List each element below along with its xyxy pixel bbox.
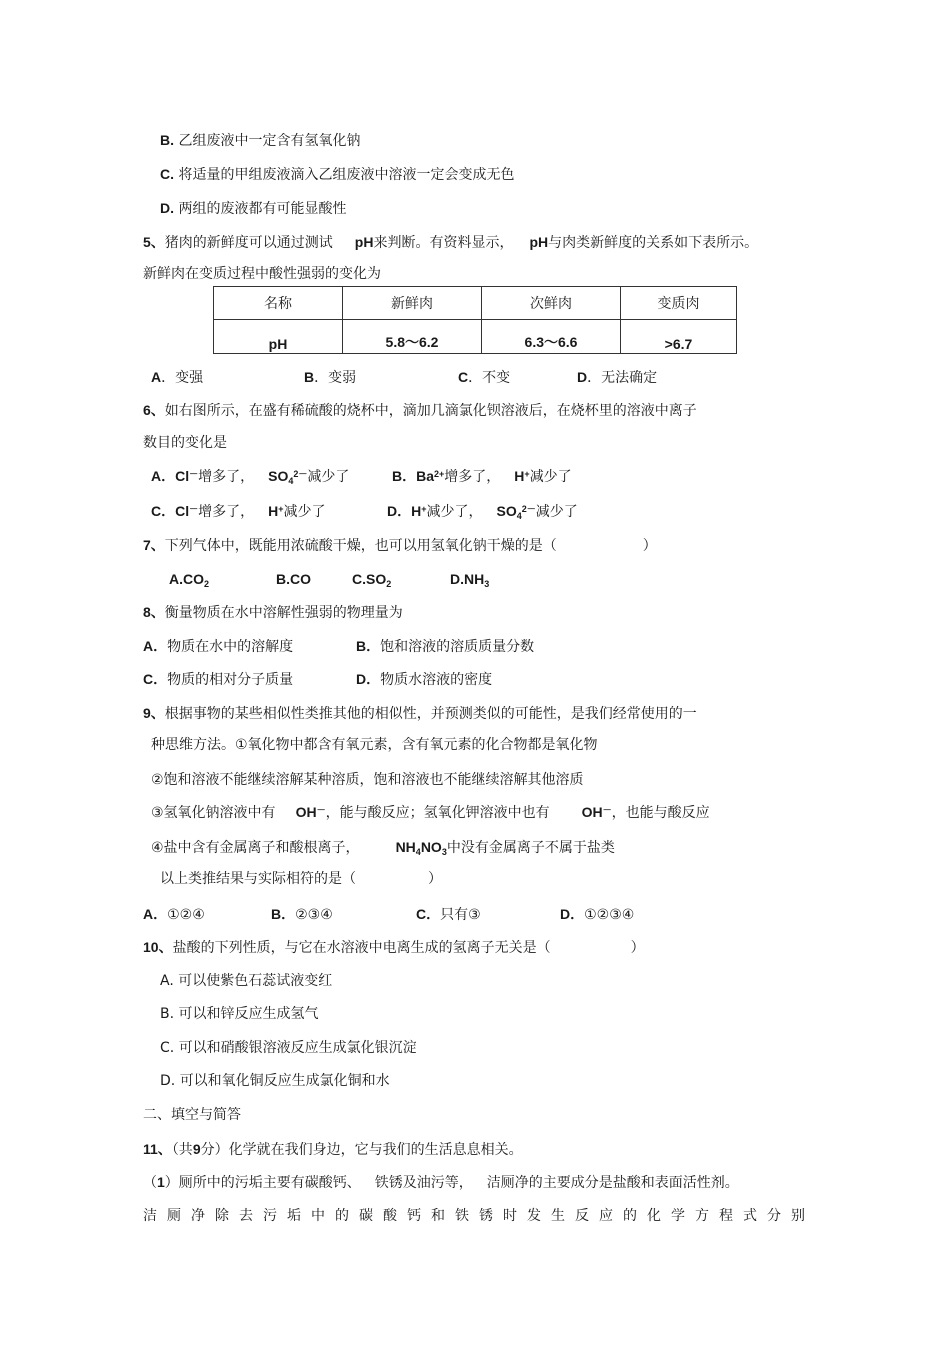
- text-char: 污: [263, 1208, 277, 1224]
- q10-option-c: C. 可以和硝酸银溶液反应生成氯化银沉淀: [160, 1040, 417, 1056]
- text-char: 应: [599, 1208, 613, 1224]
- q6-stem: 6、如右图所示，在盛有稀硫酸的烧杯中，滴加几滴氯化钡溶液后，在烧杯里的溶液中离子: [143, 402, 697, 419]
- q5-stem-line2: 新鲜肉在变质过程中酸性强弱的变化为: [143, 266, 381, 282]
- text-char: 方: [695, 1208, 709, 1224]
- q9-option-a: A．①②④: [143, 906, 205, 923]
- text-char: 酸: [383, 1208, 397, 1224]
- q5-stem: 5、猪肉的新鲜度可以通过测试 pH来判断。有资料显示， pH与肉类新鲜度的关系如下表所示。: [143, 234, 759, 251]
- q10-option-b: B. 可以和锌反应生成氢气: [160, 1006, 319, 1022]
- q7-option-c: $C.SO_2$: [352, 571, 392, 589]
- section-heading: 二、填空与简答: [143, 1107, 241, 1123]
- q9-stem-line5: ④盐中含有金属离子和酸根离子， $NH_4NO_3$中没有金属离子不属于盐类: [151, 839, 615, 857]
- text-char: 中: [311, 1208, 325, 1224]
- q8-stem: 8、衡量物质在水中溶解性强弱的物理量为: [143, 604, 403, 621]
- table-cell: >6.7: [621, 320, 737, 354]
- text-char: 厕: [167, 1208, 181, 1224]
- q6-stem-line2: 数目的变化是: [143, 435, 227, 451]
- text-char: 垢: [287, 1208, 301, 1224]
- text-char: 发: [527, 1208, 541, 1224]
- q9-option-c: C．只有③: [416, 906, 481, 923]
- table-header-cell: 次鲜肉: [482, 287, 621, 320]
- table-header-row: [214, 287, 737, 320]
- q7-option-d: $D.NH_3$: [450, 571, 490, 589]
- text-char: 化: [647, 1208, 661, 1224]
- table-cell: pH: [214, 320, 343, 354]
- text-char: 别: [791, 1208, 805, 1224]
- text-char: 洁: [143, 1208, 157, 1224]
- table-header-cell: 变质肉: [621, 287, 737, 320]
- q11-part1: （1）厕所中的污垢主要有碳酸钙、 铁锈及油污等， 洁厕净的主要成分是盐酸和表面活性剂。: [143, 1174, 739, 1191]
- q9-stem-line2: 种思维方法。①氧化物中都含有氧元素，含有氧元素的化合物都是氧化物: [151, 737, 598, 753]
- q6-option-a: A．Cl－增多了， $SO_4^{2-}$减少了: [151, 468, 350, 486]
- q6-option-b: B．$Ba^{2+}$增多了， H+减少了: [392, 468, 572, 485]
- text-char: 净: [191, 1208, 205, 1224]
- text-char: 碳: [359, 1208, 373, 1224]
- q7-stem: 7、下列气体中，既能用浓硫酸干燥，也可以用氢氧化钠干燥的是（ ）: [143, 537, 657, 554]
- table-row: [214, 320, 737, 354]
- q10-option-d: D. 可以和氧化铜反应生成氯化铜和水: [160, 1073, 390, 1089]
- text-char: 生: [551, 1208, 565, 1224]
- q5-option-b: B．变弱: [304, 369, 357, 386]
- q11-stem: 11、（共9分）化学就在我们身边，它与我们的生活息息相关。: [143, 1141, 523, 1158]
- q7-option-a: $A.CO_2$: [169, 571, 210, 589]
- q9-stem-line4: ③氢氧化钠溶液中有 OH－，能与酸反应；氢氧化钾溶液中也有 OH－，也能与酸反应: [151, 804, 710, 821]
- q7-option-b: B.CO: [276, 571, 311, 587]
- text-char: 和: [431, 1208, 445, 1224]
- text-char: 式: [743, 1208, 757, 1224]
- table-header-cell: 新鲜肉: [343, 287, 482, 320]
- text-char: 的: [335, 1208, 349, 1224]
- q4-option-d: D. 两组的废液都有可能显酸性: [160, 200, 347, 217]
- q9-stem: 9、根据事物的某些相似性类推其他的相似性，并预测类似的可能性，是我们经常使用的一: [143, 705, 697, 722]
- q10-stem: 10、盐酸的下列性质，与它在水溶液中电离生成的氢离子无关是（ ）: [143, 939, 645, 956]
- q5-option-d: D．无法确定: [577, 369, 658, 386]
- table-cell: 5.8～6.2: [343, 320, 482, 354]
- q8-option-c: C．物质的相对分子质量: [143, 671, 294, 688]
- q8-option-a: A．物质在水中的溶解度: [143, 638, 294, 655]
- q8-option-b: B．饱和溶液的溶质质量分数: [356, 638, 535, 655]
- text-char: 学: [671, 1208, 685, 1224]
- q10-option-a: A. 可以使紫色石蕊试液变红: [160, 973, 333, 989]
- text-char: 程: [719, 1208, 733, 1224]
- text-char: 时: [503, 1208, 517, 1224]
- q11-part1-continued: [143, 1207, 805, 1225]
- text-char: 去: [239, 1208, 253, 1224]
- text-char: 铁: [455, 1208, 469, 1224]
- q9-stem-line6: 以上类推结果与实际相符的是（ ）: [160, 871, 442, 887]
- ph-freshness-table: [213, 286, 737, 354]
- q5-option-a: A．变强: [151, 369, 204, 386]
- table-header-cell: 名称: [214, 287, 343, 320]
- q9-option-d: D．①②③④: [560, 906, 635, 923]
- q5-option-c: C．不变: [458, 369, 511, 386]
- q8-option-d: D．物质水溶液的密度: [356, 671, 493, 688]
- text-char: 钙: [407, 1208, 421, 1224]
- table-cell: 6.3～6.6: [482, 320, 621, 354]
- text-char: 反: [575, 1208, 589, 1224]
- text-char: 锈: [479, 1208, 493, 1224]
- q6-option-d: D．H+减少了， $SO_4^{2-}$减少了: [387, 503, 578, 521]
- q4-option-b: B. 乙组废液中一定含有氢氧化钠: [160, 132, 361, 149]
- text-char: 的: [623, 1208, 637, 1224]
- q6-option-c: C．Cl－增多了， H+减少了: [151, 503, 326, 520]
- q9-stem-line3: ②饱和溶液不能继续溶解某种溶质，饱和溶液也不能继续溶解其他溶质: [151, 772, 584, 788]
- q4-option-c: C. 将适量的甲组废液滴入乙组废液中溶液一定会变成无色: [160, 166, 515, 183]
- text-char: 分: [767, 1208, 781, 1224]
- q9-option-b: B．②③④: [271, 906, 333, 923]
- text-char: 除: [215, 1208, 229, 1224]
